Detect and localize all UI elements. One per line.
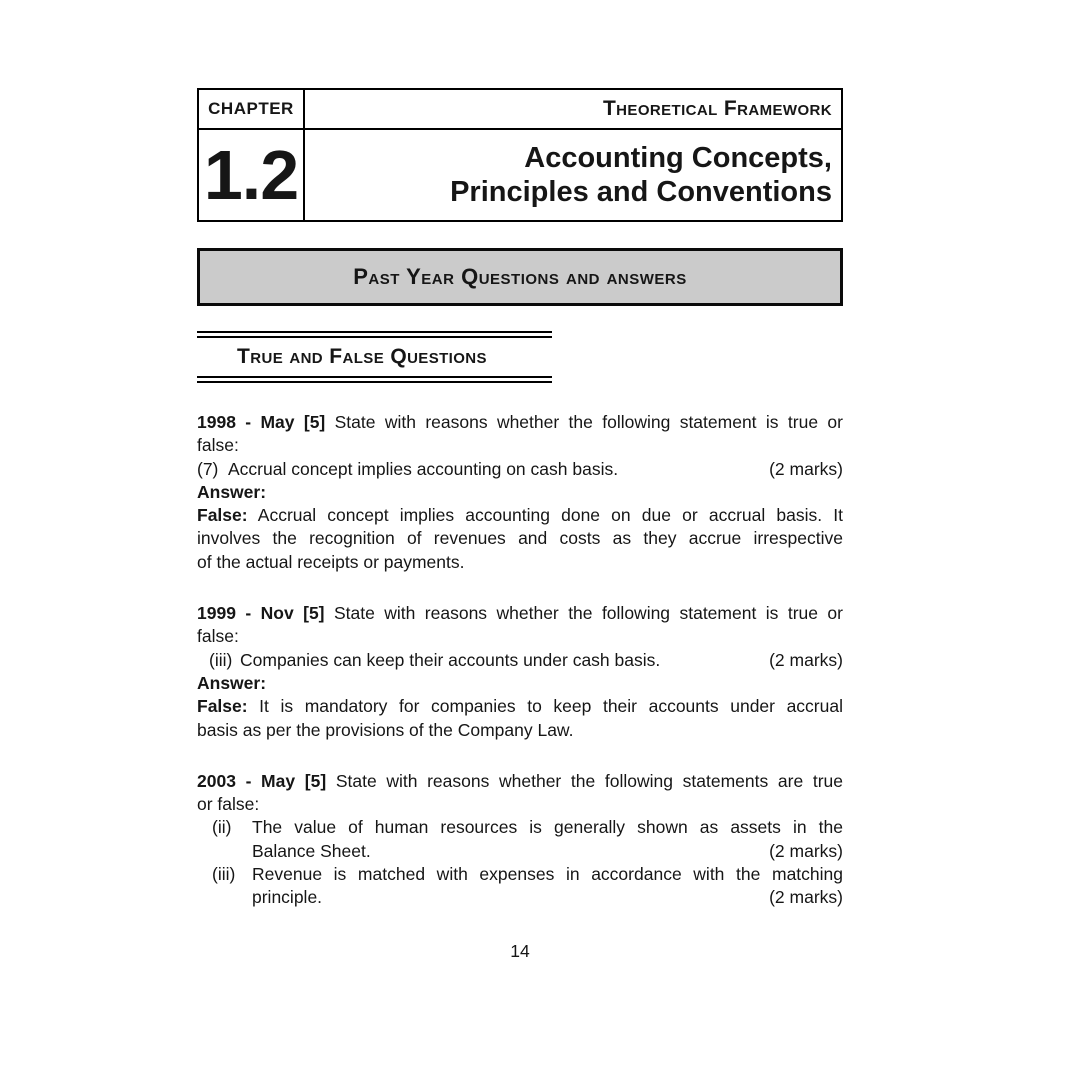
question-year: 1998 - May [5] [197, 412, 326, 432]
true-false-heading [197, 331, 552, 383]
qa-section-1999-nov [197, 602, 843, 742]
item-body [252, 816, 843, 863]
item-text-line: Companies can keep their accounts under cash basis. [240, 649, 661, 670]
chapter-header-table [197, 88, 843, 222]
item-last-line [252, 840, 843, 863]
answer-line: basis as per the provisions of the Company Law. [197, 719, 574, 740]
answer-label: Answer: [197, 672, 267, 693]
chapter-title-line-2: Principles and Conventions [450, 176, 832, 208]
question-item [197, 816, 843, 863]
series-title: Theoretical Framework [305, 90, 841, 130]
answer-line: of the actual receipts or payments. [197, 551, 465, 572]
question-item [197, 649, 843, 672]
item-number: (7) [197, 458, 219, 479]
answer-text: It is mandatory for companies to keep their accounts under accrual [259, 696, 843, 717]
item-number: (iii) [212, 864, 236, 885]
answer-line [197, 695, 843, 718]
question-intro-line [197, 602, 843, 625]
question-intro-text: State with reasons whether the following statement is true or [334, 412, 843, 432]
item-number: (ii) [212, 817, 232, 838]
item-body [252, 863, 843, 910]
answer-lead: False: [197, 505, 248, 526]
page-content [197, 0, 843, 963]
item-text-line: The value of human resources is generally shown as assets in the [252, 817, 843, 838]
answer-label: Answer: [197, 481, 267, 502]
item-marks: (2 marks) [769, 649, 843, 670]
item-text-line: Accrual concept implies accounting on cash basis. [228, 458, 619, 479]
page-number: 14 [510, 940, 530, 961]
answer-line [197, 504, 843, 527]
item-marks: (2 marks) [769, 840, 843, 861]
question-year: 2003 - May [5] [197, 770, 327, 791]
question-item [197, 458, 843, 481]
question-intro-line [197, 411, 843, 434]
item-marks: (2 marks) [769, 458, 843, 479]
qa-section-1998-may [197, 411, 843, 574]
past-year-banner [197, 248, 843, 306]
question-year: 1999 - Nov [5] [197, 603, 325, 624]
answer-text: Accrual concept implies accounting done on due or accrual basis. It [257, 505, 843, 526]
chapter-title-line-1: Accounting Concepts, [524, 142, 832, 174]
item-marks: (2 marks) [769, 887, 843, 908]
item-text-line: Revenue is matched with expenses in accordance with the matching [252, 864, 843, 885]
item-body [240, 649, 843, 672]
item-last-line [228, 458, 843, 481]
chapter-number: 1.2 [199, 130, 305, 220]
item-last-line [252, 886, 843, 909]
question-intro-line: or false: [197, 794, 260, 815]
question-intro-text: State with reasons whether the following statement is true or [333, 603, 843, 624]
chapter-title [305, 130, 841, 220]
answer-line: involves the recognition of revenues and costs as they accrue irrespective [197, 528, 843, 549]
chapter-label: CHAPTER [199, 90, 305, 130]
qa-section-2003-may [197, 770, 843, 910]
true-false-heading-title: True and False Questions [237, 345, 487, 368]
question-intro-line: false: [197, 435, 239, 456]
banner-title: Past Year Questions and answers [353, 264, 687, 289]
item-last-line [240, 649, 843, 672]
question-intro-line [197, 770, 843, 793]
answer-lead: False: [197, 696, 248, 717]
question-intro-line: false: [197, 626, 239, 647]
question-intro-text: State with reasons whether the following statements are true [335, 770, 843, 791]
question-item [197, 863, 843, 910]
item-text-line: principle. [252, 887, 323, 908]
item-text-line: Balance Sheet. [252, 840, 371, 861]
item-number: (iii) [209, 649, 233, 670]
item-body [228, 458, 843, 481]
